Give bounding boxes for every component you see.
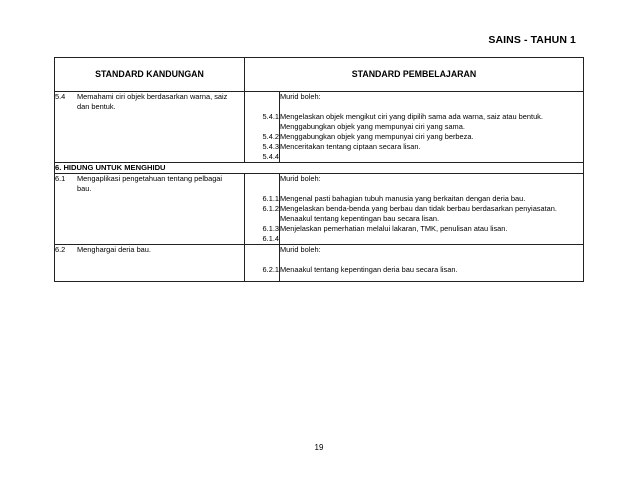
standard-number: 6.2 [55,245,66,255]
standard-number: 5.4 [55,92,66,101]
learning-number: 6.2.1 [262,265,279,275]
table-header-row [55,58,584,92]
section-heading: 6. HIDUNG UNTUK MENGHIDU [55,163,584,174]
learning-number-cell [245,92,280,163]
learning-text: Menggabungkan objek yang mempunyai ciri yang sama. [280,122,465,131]
table-row [55,92,584,163]
table-row [55,245,584,282]
learning-text-cell [280,174,584,245]
learning-text: Menggabungkan objek yang mempunyai ciri yang berbeza. [280,132,474,141]
learning-text: Mengelaskan benda-benda yang berbau dan tidak berbau berdasarkan penyiasatan. [280,204,557,214]
standard-text: Menghargai deria bau. [77,245,151,255]
learning-number: 5.4.2 [262,132,279,141]
learning-number: 6.1.4 [262,234,279,244]
content-standard-cell [55,92,245,163]
learning-text: Menceritakan tentang ciptaan secara lisan. [280,142,421,151]
learning-number: 5.4.4 [262,152,279,161]
table-row [55,174,584,245]
learning-number: 6.1.1 [262,194,279,204]
learning-text: Menaakul tentang kepentingan deria bau secara lisan. [280,265,458,275]
learning-intro: Murid boleh: [280,174,321,184]
learning-text-cell [280,92,584,163]
learning-number: 5.4.3 [262,142,279,151]
learning-number-cell [245,245,280,282]
learning-number-cell [245,174,280,245]
learning-text: Menaakul tentang kepentingan bau secara lisan. [280,214,440,224]
learning-text: Menjelaskan pemerhatian melalui lakaran, TMK, penulisan atau lisan. [280,224,508,234]
page-number: 19 [314,443,324,452]
learning-number: 5.4.1 [262,112,279,121]
standard-text: Memahami ciri objek berdasarkan warna, saiz dan bentuk. [77,92,228,111]
column-header-standard-kandungan: STANDARD KANDUNGAN [55,58,245,92]
learning-intro: Murid boleh: [280,245,321,255]
content-standard-cell [55,174,245,245]
column-header-standard-pembelajaran: STANDARD PEMBELAJARAN [245,58,584,92]
page-header-title: SAINS - TAHUN 1 [488,34,576,46]
learning-intro: Murid boleh: [280,92,321,101]
standard-number: 6.1 [55,174,66,184]
section-heading-row [55,163,584,174]
standard-text: Mengaplikasi pengetahuan tentang pelbagai bau. [77,174,223,193]
learning-text-cell [280,245,584,282]
learning-text: Mengelaskan objek mengikut ciri yang dipilih sama ada warna, saiz atau bentuk. [280,112,543,121]
learning-number: 6.1.3 [262,224,279,234]
content-standard-cell [55,245,245,282]
learning-text: Mengenal pasti bahagian tubuh manusia yang berkaitan dengan deria bau. [280,194,526,204]
learning-number: 6.1.2 [262,204,279,214]
standards-table [54,57,584,282]
